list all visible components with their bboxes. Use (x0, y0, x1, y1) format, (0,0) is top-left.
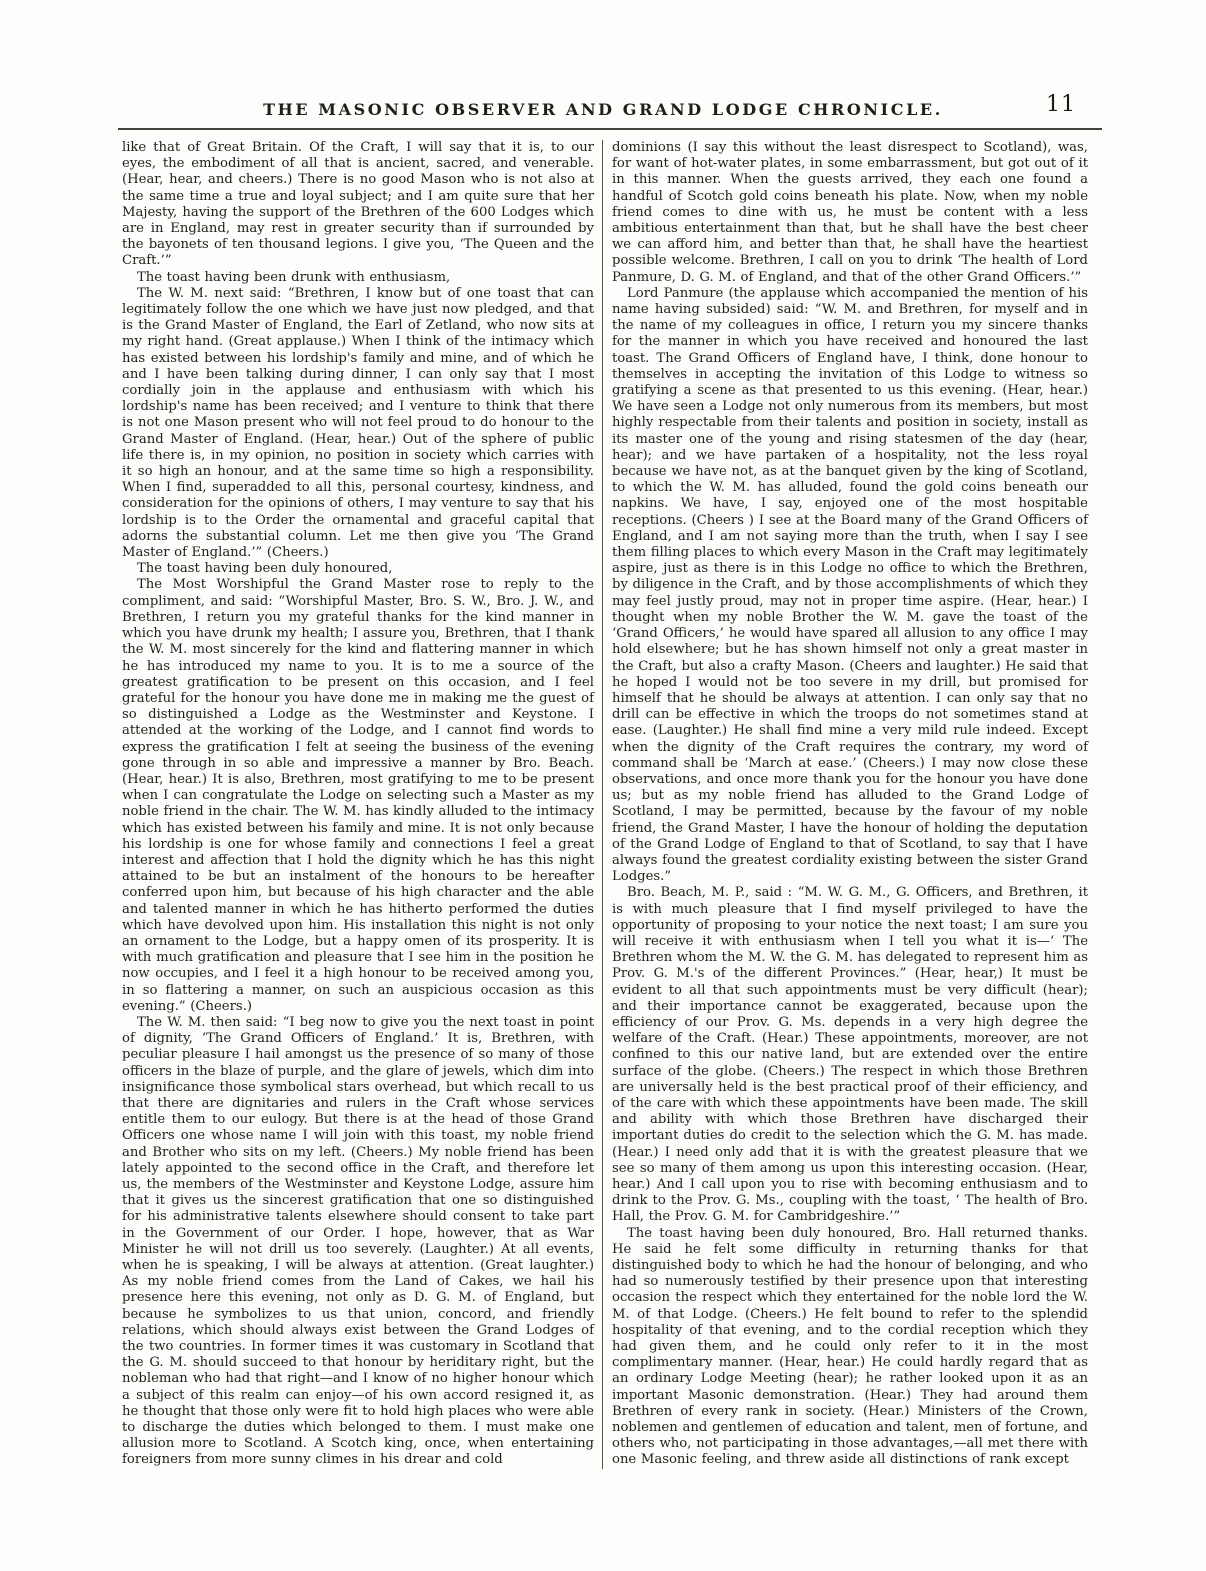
paragraph: dominions (I say this without the least disrespect to Scotland), was, for want of hot-water plates, in some embarrassment, but got out of it in this manner. When the guests arrived, they each one found a handful of Scotch gold coins beneath his plate. Now, when my noble friend comes to dine with us, he must be content with a less ambitious entertainment than that, but he shall have the best cheer we can afford him, and better than that, he shall have the heartiest possible welcome. Brethren, I call on you to drink ‘The health of Lord Panmure, D. G. M. of England, and that of the other Grand Officers.’” (612, 140, 1088, 285)
paragraph: The toast having been duly honoured, Bro. Hall returned thanks. He said he felt some difficulty in returning thanks for that distinguished body to which he had the honour of belonging, and who had so numerously testified by their presence upon that interesting occasion the respect which they entertained for the noble lord the W. M. of that Lodge. (Cheers.) He felt bound to refer to the splendid hospitality of that evening, and to the cordial reception which they had given them, and he could only refer to it in the most complimentary manner. (Hear, hear.) He could hardly regard that as an ordinary Lodge Meeting (hear); he rather looked upon it as an important Masonic demonstration. (Hear.) They had around them Brethren of every rank in society. (Hear.) Ministers of the Crown, noblemen and gentlemen of education and talent, men of fortune, and others who, not participating in those advantages,—all met there with one Masonic feeling, and threw aside all distinctions of rank except (612, 1225, 1088, 1468)
paragraph: Bro. Beach, M. P., said : “M. W. G. M., G. Officers, and Brethren, it is with much pleasure that I find myself privileged to have the opportunity of proposing to your notice the next toast; I am sure you will receive it with enthusiasm when I tell you what it is—‘ The Brethren whom the M. W. the G. M. has delegated to represent him as Prov. G. M.'s of the different Provinces.” (Hear, hear,) It must be evident to all that such appointments must be very difficult (hear); and their importance cannot be exaggerated, because upon the efficiency of our Prov. G. Ms. depends in a very high degree the welfare of the Craft. (Hear.) These appointments, moreover, are not confined to this our native land, but are extended over the entire surface of the globe. (Cheers.) The respect in which those Brethren are universally held is the best practical proof of their efficiency, and of the care with which these appointments have been made. The skill and ability with which those Brethren have discharged their important duties do credit to the selection which the G. M. has made. (Hear.) I need only add that it is with the greatest pleasure that we see so many of them among us upon this interesting occasion. (Hear, hear.) And I call upon you to rise with becoming enthusiasm and to drink to the Prov. G. Ms., coupling with the toast, ‘ The health of Bro. Hall, the Prov. G. M. for Cambridgeshire.’” (612, 885, 1088, 1225)
paragraph: The W. M. then said: “I beg now to give you the next toast in point of dignity, ‘The Grand Officers of England.’ It is, Brethren, with peculiar pleasure I hail amongst us the presence of so many of those officers in the blaze of purple, and the glare of jewels, which dim into insignificance those symbolical stars overhead, but which recall to us that there are dignitaries and rulers in the Craft whose services entitle them to our eulogy. But there is at the head of those Grand Officers one whose name I will join with this toast, my noble friend and Brother who sits on my left. (Cheers.) My noble friend has been lately appointed to the second office in the Craft, and therefore let us, the members of the Westminster and Keystone Lodge, assure him that it gives us the sincerest gratification that one so distinguished for his administrative talents elsewhere should consent to take part in the Government of our Order. I hope, however, that as War Minister he will not drill us too severely. (Laughter.) At all events, when he is speaking, I will be always at attention. (Great laughter.) As my noble friend comes from the Land of Cakes, we hail his presence here this evening, not only as D. G. M. of England, but because he symbolizes to us that union, concord, and friendly relations, which should always exist between the Grand Lodges of the two countries. In former times it was customary in Scotland that the G. M. should succeed to that honour by heriditary right, but the nobleman who had that right—and I know of no higher honour which a subject of this realm can enjoy—of his own accord resigned it, as he thought that those only were fit to hold high places who were able to discharge the duties which belonged to them. I must make one allusion more to Scotland. A Scotch king, once, when entertaining foreigners from more sunny climes in his drear and cold (122, 1014, 594, 1468)
right-column (602, 140, 1088, 1469)
publication-title: THE MASONIC OBSERVER AND GRAND LODGE CHRONICLE. (263, 100, 943, 119)
paragraph: The toast having been drunk with enthusiasm, (137, 269, 451, 285)
paragraph: The Most Worshipful the Grand Master rose to reply to the compliment, and said: “Worshipful Master, Bro. S. W., Bro. J. W., and Brethren, I return you my grateful thanks for the kind manner in which you have drunk my health; I assure you, Brethren, that I thank the W. M. most sincerely for the kind and flattering manner in which he has introduced my name to you. It is to me a source of the greatest gratification to be present on this occasion, and I feel grateful for the honour you have done me in making me the guest of so distinguished a Lodge as the Westminster and Keystone. I attended at the working of the Lodge, and I cannot find words to express the gratification I felt at seeing the business of the evening gone through in so able and impressive a manner by Bro. Beach. (Hear, hear.) It is also, Brethren, most gratifying to me to be present when I can congratulate the Lodge on selecting such a Master as my noble friend in the chair. The W. M. has kindly alluded to the intimacy which has existed between his family and mine. It is not only because his lordship is one for whose family and connections I feel a great interest and affection that I hold the dignity which he has this night attained to be but an instalment of the honours to be hereafter conferred upon him, but because of his high character and the able and talented manner in which he has hitherto performed the duties which have devolved upon him. His installation this night is not only an ornament to the Lodge, but a happy omen of its prosperity. It is with much gratification and pleasure that I see him in the position he now occupies, and I feel it a high honour to be received among you, in so flattering a manner, on such an auspicious occasion as this evening.” (Cheers.) (122, 577, 594, 1014)
paragraph: The W. M. next said: “Brethren, I know but of one toast that can legitimately follow the one which we have just now pledged, and that is the Grand Master of England, the Earl of Zetland, who now sits at my right hand. (Great applause.) When I think of the intimacy which has existed between his lordship's family and mine, and of which he and I have been talking during dinner, I can only say that I most cordially join in the applause and enthusiasm with which his lordship's name has been received; and I venture to think that there is not one Mason present who will not feel proud to do honour to the Grand Master of England. (Hear, hear.) Out of the sphere of public life there is, in my opinion, no position in society which carries with it so high an honour, and at the same time so high a responsibility. When I find, superadded to all this, personal courtesy, kindness, and consideration for the opinions of others, I may venture to say that his lordship is to the Order the ornamental and graceful capital that adorns the substantial column. Let me then give you ‘The Grand Master of England.’” (Cheers.) (122, 285, 594, 561)
header-rule (118, 128, 1102, 130)
paragraph: like that of Great Britain. Of the Craft, I will say that it is, to our eyes, the embodiment of all that is ancient, sacred, and venerable. (Hear, hear, and cheers.) There is no good Mason who is not also at the same time a true and loyal subject; and I am quite sure that her Majesty, having the support of the Brethren of the 600 Lodges which are in England, may rest in greater security than if surrounded by the bayonets of ten thousand legions. I give you, ‘The Queen and the Craft.’” (122, 140, 594, 269)
page-number: 11 (1046, 92, 1076, 117)
article-body (122, 140, 1096, 1469)
page-header (0, 0, 1206, 119)
paragraph: Lord Panmure (the applause which accompanied the mention of his name having subsided) said: “W. M. and Brethren, for myself and in the name of my colleagues in office, I return you my sincere thanks for the manner in which you have received and honoured the last toast. The Grand Officers of England have, I think, done honour to themselves in accepting the invitation of this Lodge to witness so gratifying a scene as that presented to us this evening. (Hear, hear.) We have seen a Lodge not only numerous from its members, but most highly respectable from their talents and position in society, install as its master one of the young and rising statesmen of the day (hear, hear); and we have partaken of a hospitality, not the less royal because we have not, as at the banquet given by the king of Scotland, to which the W. M. has alluded, found the gold coins beneath our napkins. We have, I say, enjoyed one of the most hospitable receptions. (Cheers ) I see at the Board many of the Grand Officers of England, and I am not saying more than the truth, when I say I see them filling places to which every Mason in the Craft may legitimately aspire, just as there is in this Lodge no office to which the Brethren, by diligence in the Craft, and by those accomplishments of which they may feel justly proud, may not in proper time aspire. (Hear, hear.) I thought when my noble Brother the W. M. gave the toast of the ‘Grand Officers,’ he would have spared all allusion to any office I may hold elsewhere; but he has shown himself not only a great master in the Craft, but also a crafty Mason. (Cheers and laughter.) He said that he hoped I would not be too severe in my drill, but promised for himself that he should be always at attention. I can only say that no drill can be effective in which the troops do not sometimes stand at ease. (Laughter.) He shall find mine a very mild rule indeed. Except when the dignity of the Craft requires the contrary, my word of command shall be ‘March at ease.’ (Cheers.) I may now close these observations, and once more thank you for the honour you have done us; but as my noble friend has alluded to the Grand Lodge of Scotland, I may be permitted, because by the favour of my noble friend, the Grand Master, I have the honour of holding the deputation of the Grand Lodge of England to that of Scotland, to say that I have always found the greatest cordiality existing between the sister Grand Lodges.” (612, 285, 1088, 885)
left-column (122, 140, 602, 1469)
paragraph: The toast having been duly honoured, (137, 561, 393, 577)
